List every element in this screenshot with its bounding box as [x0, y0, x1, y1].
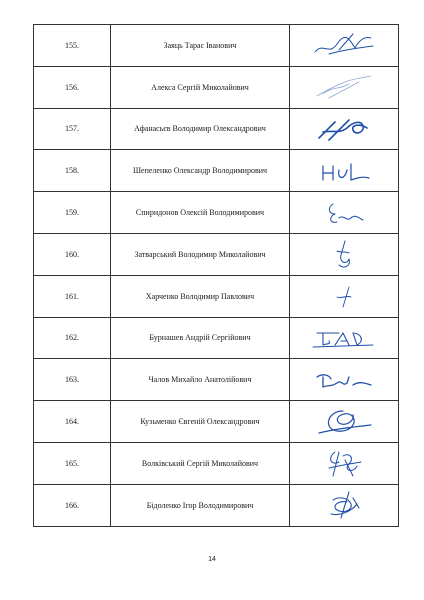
handwritten-signature: [309, 448, 379, 478]
row-number: 161.: [34, 275, 111, 317]
row-number: 156.: [34, 66, 111, 108]
row-number: 165.: [34, 442, 111, 484]
row-number: 164.: [34, 401, 111, 443]
handwritten-signature: [309, 407, 379, 437]
person-name: Шепеленко Олександр Володимирович: [111, 150, 290, 192]
table-row: [34, 108, 399, 150]
signature-stroke: [337, 241, 349, 267]
signature-stroke: [315, 34, 373, 54]
signature-stroke: [331, 492, 359, 518]
handwritten-signature: [309, 156, 379, 186]
table-row: [34, 359, 399, 401]
signature-stroke: [313, 333, 373, 347]
page-number: 14: [208, 556, 216, 563]
signature-cell: [290, 66, 399, 108]
row-number: 159.: [34, 192, 111, 234]
handwritten-signature: [309, 239, 379, 269]
person-name: Кузьменко Євгеній Олександрович: [111, 401, 290, 443]
table-row: [34, 25, 399, 67]
handwritten-signature: [309, 198, 379, 228]
signature-cell: [290, 484, 399, 526]
handwritten-signature: [309, 281, 379, 311]
signature-stroke: [317, 375, 371, 387]
row-number: 162.: [34, 317, 111, 359]
signature-table: [33, 24, 399, 527]
person-name: Затварський Володимир Миколайович: [111, 233, 290, 275]
handwritten-signature: [309, 490, 379, 520]
handwritten-signature: [309, 365, 379, 395]
signature-stroke: [329, 452, 361, 476]
table-row: [34, 401, 399, 443]
handwritten-signature: [309, 72, 379, 102]
table-row: [34, 484, 399, 526]
signature-cell: [290, 233, 399, 275]
person-name: Чалов Михайло Анатолійович: [111, 359, 290, 401]
row-number: 163.: [34, 359, 111, 401]
handwritten-signature: [309, 30, 379, 60]
signature-cell: [290, 317, 399, 359]
signature-cell: [290, 25, 399, 67]
signature-cell: [290, 150, 399, 192]
signature-cell: [290, 442, 399, 484]
signature-cell: [290, 275, 399, 317]
signature-stroke: [329, 204, 363, 222]
person-name: Афанасьєв Володимир Олександрович: [111, 108, 290, 150]
signature-cell: [290, 401, 399, 443]
person-name: Спиридонов Олексій Володимирович: [111, 192, 290, 234]
row-number: 158.: [34, 150, 111, 192]
row-number: 157.: [34, 108, 111, 150]
table-row: [34, 150, 399, 192]
signature-cell: [290, 192, 399, 234]
person-name: Бурнашев Андрій Сергійович: [111, 317, 290, 359]
table-row: [34, 192, 399, 234]
handwritten-signature: [309, 114, 379, 144]
signature-stroke: [323, 164, 369, 180]
signature-stroke: [319, 411, 371, 433]
person-name: Харченко Володимир Павлович: [111, 275, 290, 317]
person-name: Заяць Тарас Іванович: [111, 25, 290, 67]
handwritten-signature: [309, 323, 379, 353]
signature-stroke: [317, 76, 371, 98]
person-name: Бідоленко Ігор Володимирович: [111, 484, 290, 526]
signature-stroke: [337, 287, 351, 307]
signature-table-body: [34, 25, 399, 527]
signature-cell: [290, 359, 399, 401]
table-row: [34, 233, 399, 275]
signature-cell: [290, 108, 399, 150]
signature-stroke: [319, 120, 367, 140]
table-row: [34, 66, 399, 108]
row-number: 155.: [34, 25, 111, 67]
table-row: [34, 275, 399, 317]
table-row: [34, 317, 399, 359]
row-number: 166.: [34, 484, 111, 526]
person-name: Алекса Сергій Миколайович: [111, 66, 290, 108]
table-row: [34, 442, 399, 484]
person-name: Волківський Сергій Миколайович: [111, 442, 290, 484]
row-number: 160.: [34, 233, 111, 275]
